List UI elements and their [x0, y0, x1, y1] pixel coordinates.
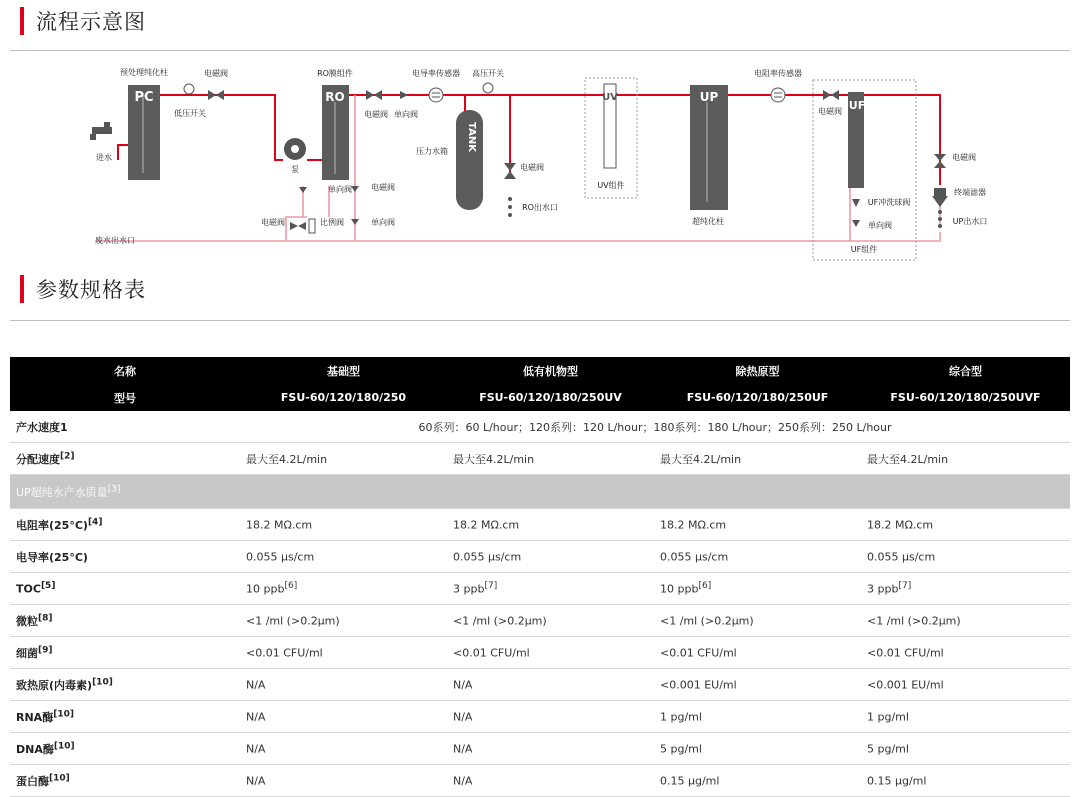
solenoid-label-3: 电磁阀: [520, 163, 544, 172]
up-label: UP: [699, 90, 719, 104]
inlet-label: 进水: [96, 153, 112, 162]
cell-value: N/A: [240, 765, 447, 797]
check-valve-label-3: 单向阀: [371, 218, 395, 227]
section-title: 参数规格表: [36, 278, 146, 302]
header-row-model: [10, 384, 1070, 411]
sensor-icon: [771, 88, 785, 102]
row-label: 分配速度[2]: [10, 443, 240, 475]
header-cell: 型号: [10, 384, 240, 411]
row-label: RNA酶[10]: [10, 701, 240, 733]
section-title: 流程示意图: [36, 10, 146, 34]
solenoid-valve-icon: [290, 222, 298, 230]
cell-value: <0.001 EU/ml: [861, 669, 1070, 701]
check-valve-label-4: 单向阀: [868, 221, 892, 230]
check-valve-label: 单向阀: [394, 110, 418, 119]
pressure-switch-icon: [184, 84, 194, 94]
cell-value: 1 pg/ml: [861, 701, 1070, 733]
cell-value: <1 /ml (>0.2μm): [861, 605, 1070, 637]
solenoid-label-6: 电磁阀: [818, 107, 842, 116]
header-cell: FSU-60/120/180/250UV: [447, 384, 654, 411]
section-header-spec: [20, 274, 146, 304]
cell-value: N/A: [447, 733, 654, 765]
droplet-icon: [508, 197, 512, 201]
solenoid-label-2: 电磁阀: [364, 110, 388, 119]
filter-icon: [934, 188, 946, 196]
cell-value: N/A: [447, 701, 654, 733]
accent-bar: [20, 7, 24, 35]
row-label: 致热原(内毒素)[10]: [10, 669, 240, 701]
uf-module-label: UF组件: [850, 245, 878, 254]
ro-outlet-label: RO出水口: [522, 203, 558, 212]
spec-table: [10, 357, 1070, 797]
cell-value: N/A: [240, 701, 447, 733]
cell-value: 0.055 μs/cm: [240, 541, 447, 573]
solenoid-valve-icon: [366, 90, 382, 100]
cell-value: 0.15 μg/ml: [654, 765, 861, 797]
row-label: 蛋白酶[10]: [10, 765, 240, 797]
ratio-valve-label: 比例阀: [320, 218, 344, 227]
cell-value: 3 ppb[7]: [447, 573, 654, 605]
cell-value: <0.01 CFU/ml: [861, 637, 1070, 669]
cell-value: 10 ppb[6]: [654, 573, 861, 605]
solenoid-label-7: 电磁阀: [952, 153, 976, 162]
pc-label: PC: [134, 90, 154, 105]
check-valve-icon: [299, 187, 307, 193]
solenoid-label: 电磁阀: [204, 69, 228, 78]
row-label: 电导率(25°C): [10, 541, 240, 573]
cell-value: 18.2 MΩ.cm: [861, 509, 1070, 541]
flush-valve-icon: [852, 199, 860, 207]
header-row-name: [10, 357, 1070, 384]
table-row: [10, 541, 1070, 573]
uv-module-label: UV组件: [597, 181, 625, 190]
cell-value: <0.01 CFU/ml: [447, 637, 654, 669]
pressure-tank-label: 压力水箱: [416, 147, 448, 156]
flow-diagram: [0, 62, 1080, 272]
cell-value: N/A: [240, 669, 447, 701]
cell-value: 5 pg/ml: [654, 733, 861, 765]
ultra-column-label: 超纯化柱: [692, 217, 724, 226]
group-label: UP超纯水产水质量[3]: [10, 475, 1070, 509]
cell-value: 最大至4.2L/min: [654, 443, 861, 475]
solenoid-valve-icon: [823, 90, 839, 100]
cell-value: 3 ppb[7]: [861, 573, 1070, 605]
cell-value: <1 /ml (>0.2μm): [654, 605, 861, 637]
cell-value: 18.2 MΩ.cm: [447, 509, 654, 541]
solenoid-valve-icon: [351, 186, 359, 192]
row-label: 细菌[9]: [10, 637, 240, 669]
cell-value: 18.2 MΩ.cm: [654, 509, 861, 541]
uv-label: UV: [602, 92, 618, 103]
low-pressure-switch-label: 低压开关: [174, 109, 206, 118]
cell-value: <0.001 EU/ml: [654, 669, 861, 701]
faucet-icon: [90, 122, 112, 140]
pretreatment-label: 预处理纯化柱: [120, 68, 168, 77]
high-pressure-switch-label: 高压开关: [472, 69, 504, 78]
cell-value: <0.01 CFU/ml: [240, 637, 447, 669]
cell-value: 18.2 MΩ.cm: [240, 509, 447, 541]
cell-value: N/A: [240, 733, 447, 765]
header-cell: 基础型: [240, 357, 447, 384]
check-valve-icon: [852, 220, 860, 227]
cell-value: 最大至4.2L/min: [447, 443, 654, 475]
table-row: [10, 637, 1070, 669]
up-outlet-label: UP出水口: [952, 217, 988, 226]
header-cell: FSU-60/120/180/250: [240, 384, 447, 411]
flow-value: 60系列：60 L/hour；120系列：120 L/hour；180系列：180 L/hour；250系列：250 L/hour: [240, 411, 1070, 443]
table-row: [10, 669, 1070, 701]
solenoid-valve-icon: [208, 90, 224, 100]
group-row: [10, 475, 1070, 509]
pump-label: 泵: [291, 165, 299, 174]
row-label: 微粒[8]: [10, 605, 240, 637]
header-cell: 综合型: [861, 357, 1070, 384]
divider: [10, 320, 1070, 321]
row-label: 产水速度1: [10, 411, 240, 443]
cell-value: <0.01 CFU/ml: [654, 637, 861, 669]
table-row: [10, 573, 1070, 605]
cell-value: 0.055 μs/cm: [447, 541, 654, 573]
pressure-switch-icon: [483, 83, 493, 93]
row-label: 电阻率(25°C)[4]: [10, 509, 240, 541]
waste-outlet-label: 废水出水口: [95, 236, 135, 245]
accent-bar: [20, 275, 24, 303]
solenoid-label-4: 电磁阀: [371, 183, 395, 192]
header-cell: 低有机物型: [447, 357, 654, 384]
table-row: [10, 765, 1070, 797]
header-cell: FSU-60/120/180/250UF: [654, 384, 861, 411]
cell-value: 最大至4.2L/min: [240, 443, 447, 475]
cell-value: 10 ppb[6]: [240, 573, 447, 605]
check-valve-icon: [400, 91, 408, 99]
table-row: [10, 411, 1070, 443]
resistivity-sensor-label: 电阻率传感器: [754, 69, 802, 78]
solenoid-valve-icon: [504, 163, 516, 171]
cell-value: <1 /ml (>0.2μm): [240, 605, 447, 637]
final-filter-label: 终端滤器: [954, 188, 986, 197]
ro-label: RO: [325, 90, 345, 104]
ratio-valve-icon: [309, 219, 315, 233]
ro-module-label: RO膜组件: [317, 69, 353, 78]
check-valve-icon: [351, 219, 359, 225]
cell-value: 5 pg/ml: [861, 733, 1070, 765]
section-header-flow: [20, 6, 146, 36]
tank-label: TANK: [466, 122, 477, 152]
table-row: [10, 443, 1070, 475]
header-cell: FSU-60/120/180/250UVF: [861, 384, 1070, 411]
table-row: [10, 605, 1070, 637]
header-cell: 名称: [10, 357, 240, 384]
cell-value: 1 pg/ml: [654, 701, 861, 733]
cell-value: N/A: [447, 765, 654, 797]
solenoid-valve-icon: [934, 154, 946, 161]
cell-value: 0.15 μg/ml: [861, 765, 1070, 797]
table-row: [10, 509, 1070, 541]
cell-value: N/A: [447, 669, 654, 701]
divider: [10, 50, 1070, 51]
cell-value: 最大至4.2L/min: [861, 443, 1070, 475]
cell-value: <1 /ml (>0.2μm): [447, 605, 654, 637]
table-row: [10, 733, 1070, 765]
uf-flush-valve-label: UF冲洗球阀: [867, 198, 911, 207]
droplet-icon: [938, 210, 942, 214]
cell-value: 0.055 μs/cm: [861, 541, 1070, 573]
header-cell: 除热原型: [654, 357, 861, 384]
quality-rows: [10, 509, 1070, 797]
row-label: DNA酶[10]: [10, 733, 240, 765]
table-row: [10, 701, 1070, 733]
uf-label: UF: [848, 99, 866, 112]
row-label: TOC[5]: [10, 573, 240, 605]
solenoid-label-5: 电磁阀: [261, 218, 285, 227]
check-valve-label-2: 单向阀: [328, 185, 352, 194]
cell-value: 0.055 μs/cm: [654, 541, 861, 573]
conductivity-sensor-label: 电导率传感器: [412, 69, 460, 78]
sensor-icon: [429, 88, 443, 102]
